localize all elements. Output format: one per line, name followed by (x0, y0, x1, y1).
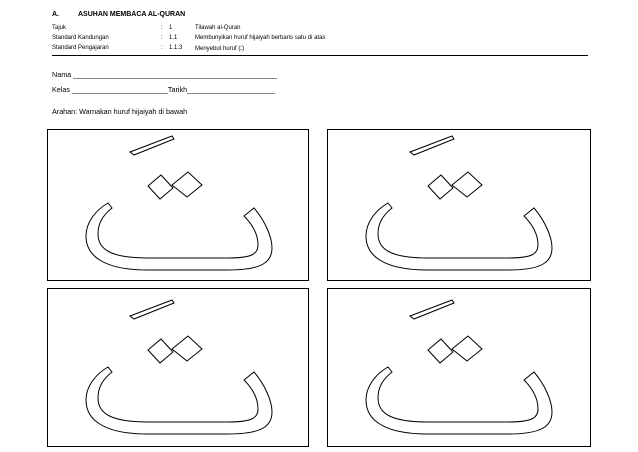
meta-value: Tilawah al-Quran (195, 25, 241, 31)
meta-label: Tajuk (52, 25, 67, 31)
letter-tha-outline[interactable] (328, 130, 590, 280)
coloring-box-1 (47, 129, 309, 281)
letter-tha-outline[interactable] (328, 289, 590, 446)
meta-code: 1 (169, 25, 173, 31)
meta-separator: : (161, 35, 163, 41)
section-title: ASUHAN MEMBACA AL-QURAN (78, 11, 186, 18)
meta-value: Menyebut huruf (ـَ) (195, 46, 245, 52)
letter-tha-outline[interactable] (48, 130, 308, 280)
meta-separator: : (161, 25, 163, 31)
name-field-line[interactable]: Nama ___________________________________________________ (52, 70, 278, 79)
meta-label: Standard Pengajaran (52, 45, 109, 51)
coloring-box-4 (327, 288, 591, 447)
class-date-field-line[interactable]: Kelas ________________________Tarikh______________________ (52, 85, 276, 94)
section-letter: A. (52, 11, 59, 18)
meta-code: 1.1.3 (169, 45, 183, 51)
meta-label: Standard Kandungan (52, 35, 109, 41)
meta-separator: : (161, 45, 163, 51)
header-divider (52, 55, 588, 56)
coloring-box-2 (327, 129, 591, 281)
instruction-text: Arahan: Warnakan huruf hijaiyah di bawah (52, 107, 188, 116)
meta-code: 1.1 (169, 35, 178, 41)
meta-value: Membunyikan huruf hijaiyah berbaris satu di atas (195, 35, 326, 41)
coloring-box-3 (47, 288, 309, 447)
letter-tha-outline[interactable] (48, 289, 308, 446)
